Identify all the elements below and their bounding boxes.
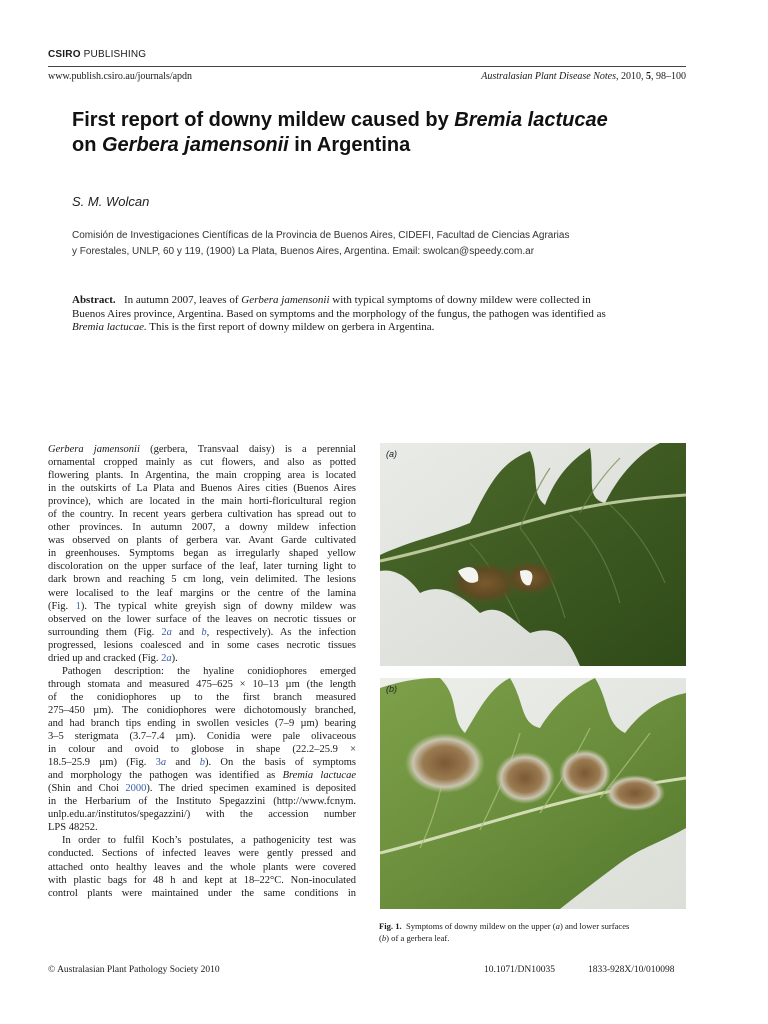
figure-3a-link[interactable]: 3a [155, 757, 167, 769]
issn: 1833-928X/10/010098 [588, 965, 675, 975]
header-divider [48, 66, 686, 67]
figure-3b-link[interactable]: b [199, 757, 206, 769]
reference-shin-choi-link[interactable]: 2000 [125, 783, 147, 795]
publisher-name: CSIRO PUBLISHING [48, 49, 147, 60]
panel-b-label: (b) [386, 684, 397, 694]
copyright-notice: © Australasian Plant Pathology Society 2010 [48, 965, 220, 975]
abstract-label: Abstract. [72, 294, 116, 306]
body-text-column: Gerbera jamensonii (gerbera, Transvaal daisy) is a perennial ornamental cropped mainly as cut flowers, and also as potted flowering plants. In Argentina, the main cropping area is located in the outskirts of La Plata and Buenos Aires cities (Buenos Aires province), which are located in the main horti-floricultural region of the country. In recent years gerbera cultivation has spread out to other provinces. In autumn 2007, a downy mildew infection was observed on plants of gerbera var. Avant Garde cultivated in greenhouses. Symptoms began as irregularly shaped yellow discoloration on the upper surface of the leaf, later turning light to dark brown and reaching 5 cm long, vein delimited. The lesions were localised to the leaf margins or the centre of the lamina (Fig. 1). The typical white greyish sign of downy mildew was observed on the lower surface of the leaves on necrotic tissues or surrounding them (Fig. 2a and b, respectively). As the infection progressed, lesions coalesced and in some cases necrotic tissues dried up and cracked (Fig. 2a). Pathogen description: the hyaline conidiophores emerged through stomata and measured 475–625 × 10–13 µm (the length of the conidiophores up to the first branch measured 275–450 µm). The conidiophores were dichotomously branched, and had branch tips ending in swollen vesicles (7–9 µm) bearing 3–5 sterigmata (3.7–7.4 µm). Conidia were pale olivaceous in colour and ovoid to globose in shape (22.2–25.9 × 18.5–25.9 µm) (Fig. 3a and b). On the basis of symptoms and morphology the pathogen was identified as Bremia lactucae (Shin and Choi 2000). The dried specimen examined is deposited in the Herbarium of the Instituto Spegazzini (http://www.fcnym. unlp.edu.ar/institutos/spegazzini/) with the accession number LPS 48252. In order to fulfil Koch’s postulates, a pathogenicity test was conducted. Sections of infected leaves were gently pressed and attached onto healthy leaves and the whole plants were covered with plastic bags for 48 h and kept at 18–22°C. Non-inoculated control plants were maintained under the same conditions in [48, 444, 356, 899]
figure-2a-link[interactable]: 2a [161, 652, 172, 664]
figure-1b-leaf-photo [380, 678, 686, 909]
figure-1-link[interactable]: 1 [75, 600, 81, 612]
figure-1a-leaf-photo [380, 443, 686, 666]
figure-caption-label: Fig. 1. [379, 921, 402, 931]
author-affiliation: Comisión de Investigaciones Científicas de la Provincia de Buenos Aires, CIDEFI, Facultad de Ciencias Agrarias y Forestales, UNLP, 60 y 119, (1900) La Plata, Buenos Aires, Argentina. Email: swolcan@speedy.com.ar [72, 230, 570, 257]
article-title: First report of downy mildew caused by Bremia lactucae on Gerbera jamensonii in Argentina [72, 109, 608, 156]
journal-citation: Australasian Plant Disease Notes, 2010, 5, 98–100 [481, 71, 686, 82]
figure-2a-link[interactable]: 2a [161, 626, 172, 638]
panel-a-label: (a) [386, 449, 397, 459]
abstract: Abstract. In autumn 2007, leaves of Gerbera jamensonii with typical symptoms of downy mildew were collected in Buenos Aires province, Argentina. Based on symptoms and the morphology of the fungus, the pathogen was identified as Bremia lactucae. This is the first report of downy mildew on gerbera in Argentina. [72, 294, 606, 333]
doi[interactable]: 10.1071/DN10035 [484, 965, 555, 975]
figure-2b-link[interactable]: b [201, 626, 207, 638]
journal-url[interactable]: www.publish.csiro.au/journals/apdn [48, 71, 193, 82]
figure-caption: Fig. 1. Symptoms of downy mildew on the upper (a) and lower surfaces (b) of a gerbera leaf. [379, 921, 630, 943]
author-name: S. M. Wolcan [72, 194, 150, 209]
